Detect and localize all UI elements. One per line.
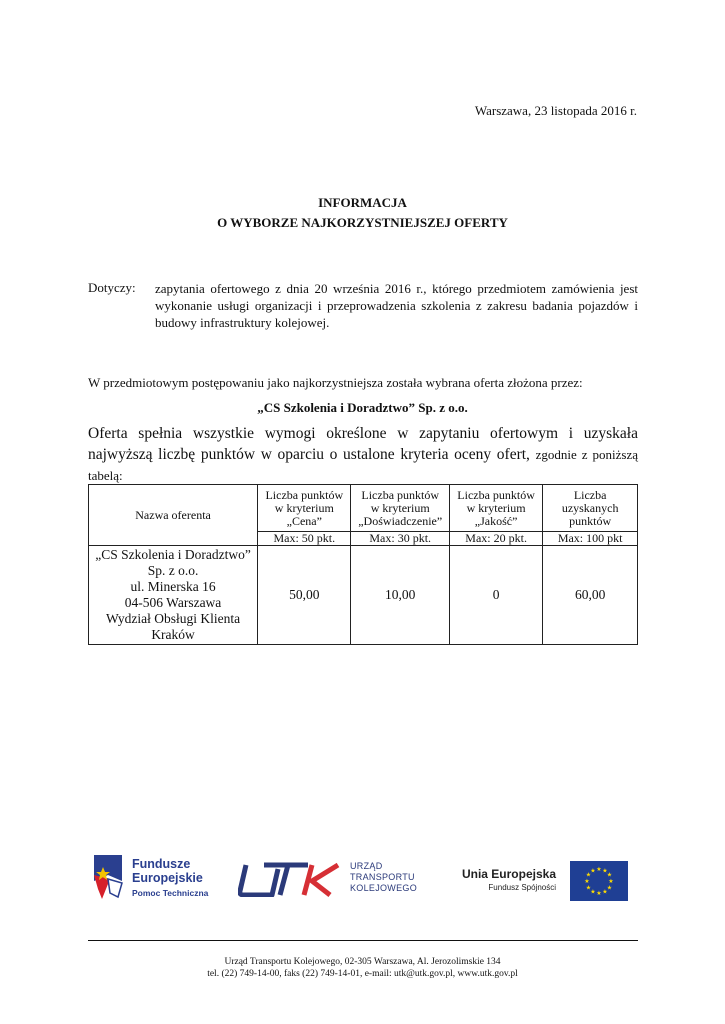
header-line: w kryterium <box>370 500 430 515</box>
score-doswiadczenie: 10,00 <box>351 546 449 645</box>
eu-flag-icon <box>570 861 628 901</box>
svg-text:★: ★ <box>590 867 596 875</box>
offeror-line: Kraków <box>151 627 195 642</box>
offeror-line: „CS Szkolenia i Doradztwo” <box>95 547 251 562</box>
fundusze-europejskie-logo <box>92 851 212 907</box>
header-doswiadczenie <box>351 485 449 532</box>
result-paragraph <box>88 423 638 486</box>
header-line: Liczba <box>573 487 607 502</box>
footer-contact: tel. (22) 749-14-00, faks (22) 749-14-01, e-mail: utk@utk.gov.pl, www.utk.gov.pl <box>207 969 518 979</box>
header-line: uzyskanych <box>561 500 619 515</box>
header-line: Liczba punktów <box>361 487 440 502</box>
svg-text:★: ★ <box>602 867 608 875</box>
utk-line3: KOLEJOWEGO <box>350 883 418 893</box>
svg-text:★: ★ <box>602 888 608 896</box>
svg-text:★: ★ <box>606 871 613 879</box>
header-suma <box>543 485 638 532</box>
offeror-cell <box>89 546 258 645</box>
header-line: „Cena” <box>286 513 322 528</box>
utk-mark-icon <box>238 861 340 897</box>
offeror-line: Wydział Obsługi Klienta <box>105 611 241 626</box>
offeror-line: 04-506 Warszawa <box>124 595 222 610</box>
ue-line1: Unia Europejska <box>461 867 556 881</box>
fe-line3: Pomoc Techniczna <box>132 888 209 898</box>
footer-address: Urząd Transportu Kolejowego, 02-305 Warszawa, Al. Jerozolimskie 134 <box>224 957 501 967</box>
max-jakosc: Max: 20 pkt. <box>449 532 542 546</box>
offeror-line: ul. Minerska 16 <box>130 579 216 594</box>
header-offeror: Nazwa oferenta <box>89 485 258 546</box>
svg-text:★: ★ <box>596 866 602 873</box>
svg-text:★: ★ <box>596 890 602 897</box>
offeror-line: Sp. z o.o. <box>147 563 199 578</box>
utk-mark-text: UTK <box>238 861 241 862</box>
logo-strip <box>88 845 638 915</box>
fe-line2: Europejskie <box>132 871 203 885</box>
header-line: Liczba punktów <box>457 487 535 502</box>
svg-text:★: ★ <box>590 888 596 896</box>
svg-text:★: ★ <box>585 871 592 879</box>
header-jakosc <box>449 485 542 532</box>
table-header-row <box>89 485 638 532</box>
subject-text: zapytania ofertowego z dnia 20 września 2016 r., którego przedmiotem zamówienia jest wykonanie usługi organizacji i przeprowadzenia szkolenia z zakresu badania pojazdów i budowy infrastruktury kolejowej. <box>155 281 638 330</box>
svg-text:★: ★ <box>608 878 614 885</box>
max-doswiadczenie: Max: 30 pkt. <box>351 532 449 546</box>
ue-line2: Fundusz Spójności <box>488 883 556 892</box>
header-line: w kryterium <box>466 500 526 515</box>
table-row <box>89 546 638 645</box>
document-title: INFORMACJA <box>318 195 407 210</box>
score-suma: 60,00 <box>543 546 638 645</box>
utk-line2: TRANSPORTU <box>350 872 415 882</box>
score-cena: 50,00 <box>258 546 351 645</box>
max-suma: Max: 100 pkt <box>543 532 638 546</box>
header-line: Liczba punktów <box>265 487 344 502</box>
header-line: w kryterium <box>274 500 334 515</box>
subject-label: Dotyczy: <box>88 280 136 295</box>
intro-text: W przedmiotowym postępowaniu jako najkorzystniejsza została wybrana oferta złożona przez: <box>88 375 583 390</box>
header-cena <box>258 485 351 532</box>
fe-star-icon <box>92 853 126 901</box>
fe-line1: Fundusze <box>132 857 191 871</box>
footer-divider <box>88 940 638 941</box>
utk-line1: URZĄD <box>350 861 383 871</box>
header-line: „Jakość” <box>474 513 518 528</box>
max-cena: Max: 50 pkt. <box>258 532 351 546</box>
result-paragraph-tail: zgodnie z poniższą tabelą: <box>88 447 639 483</box>
results-table <box>88 484 638 645</box>
score-jakosc: 0 <box>449 546 542 645</box>
document-subtitle: O WYBORZE NAJKORZYSTNIEJSZEJ OFERTY <box>217 215 508 230</box>
svg-text:★: ★ <box>584 878 590 885</box>
svg-text:★: ★ <box>606 884 613 892</box>
header-line: punktów <box>569 513 612 528</box>
document-date: Warszawa, 23 listopada 2016 r. <box>474 103 637 118</box>
unia-europejska-logo <box>450 859 638 903</box>
svg-text:★: ★ <box>585 884 592 892</box>
result-paragraph-main: Oferta spełnia wszystkie wymogi określone w zapytaniu ofertowym i uzyskała najwyższą liczbę punktów w oparciu o ustalone kryteria oceny ofert, <box>88 425 638 463</box>
header-line: „Doświadczenie” <box>358 513 443 528</box>
utk-logo <box>238 859 428 903</box>
winner-name: „CS Szkolenia i Doradztwo” Sp. z o.o. <box>257 400 468 415</box>
